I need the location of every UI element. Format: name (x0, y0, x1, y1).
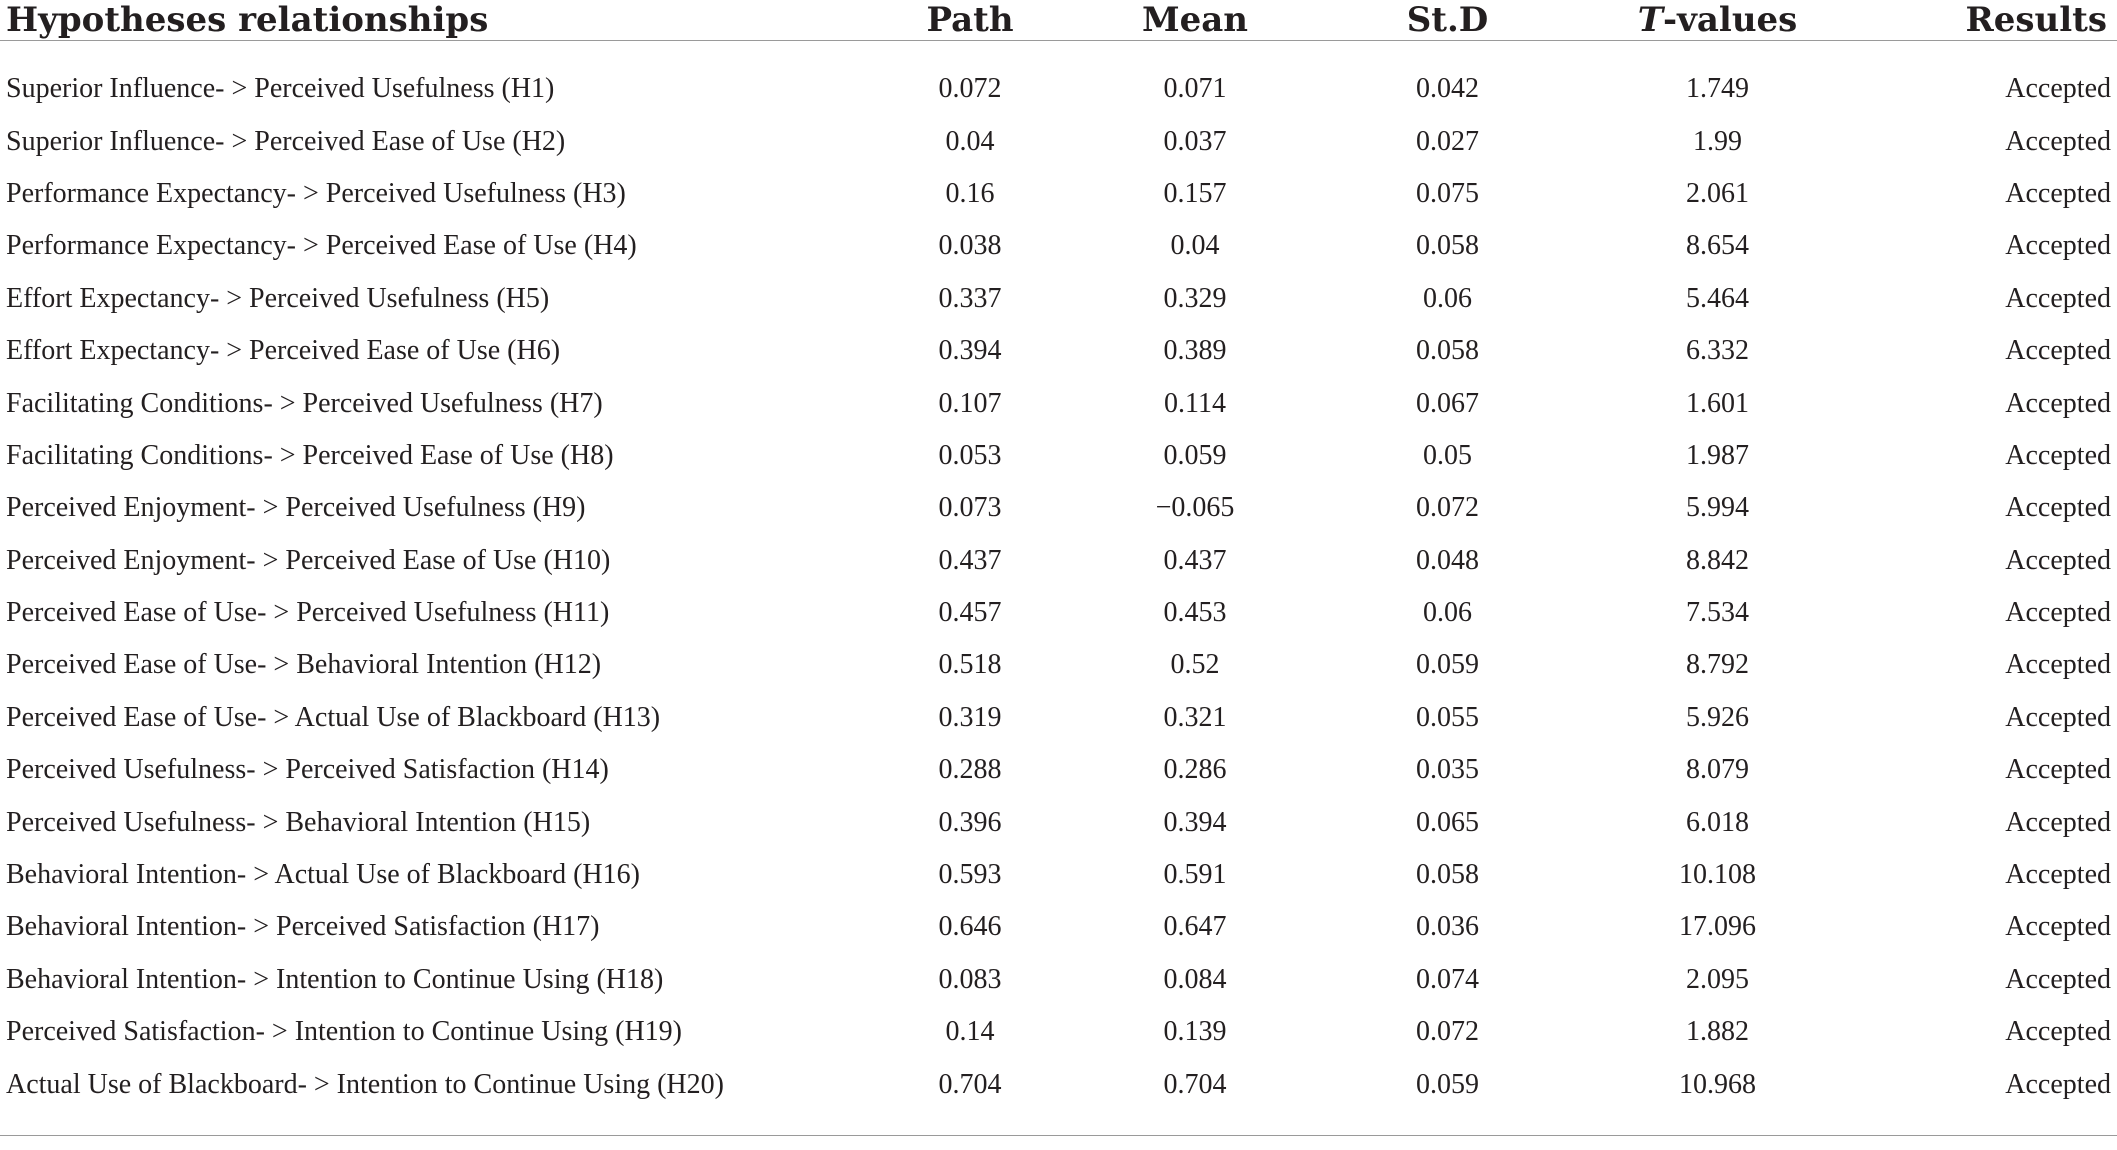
cell-std: 0.075 (1416, 177, 1479, 209)
cell-relationship: Performance Expectancy- > Perceived Usefulness (H3) (6, 177, 626, 209)
cell-mean: 0.114 (1164, 387, 1226, 419)
cell-std: 0.036 (1416, 911, 1479, 943)
header-t-rest: -values (1663, 0, 1798, 40)
cell-t-value: 2.095 (1686, 963, 1749, 995)
cell-mean: 0.286 (1163, 754, 1227, 786)
cell-path: 0.04 (945, 125, 995, 157)
cell-std: 0.074 (1416, 963, 1479, 995)
cell-relationship: Behavioral Intention- > Intention to Continue Using (H18) (6, 963, 664, 995)
cell-result: Accepted (2005, 335, 2111, 367)
cell-mean: 0.04 (1170, 230, 1220, 262)
cell-relationship: Superior Influence- > Perceived Ease of Use (H2) (6, 125, 566, 157)
cell-path: 0.394 (938, 335, 1002, 367)
cell-mean: 0.329 (1163, 282, 1227, 314)
cell-relationship: Effort Expectancy- > Perceived Ease of Use (H6) (6, 335, 561, 367)
cell-relationship: Perceived Enjoyment- > Perceived Ease of Use (H10) (6, 544, 611, 576)
cell-result: Accepted (2005, 439, 2111, 471)
cell-path: 0.073 (938, 492, 1002, 524)
table-row (0, 1058, 2117, 1110)
cell-std: 0.048 (1416, 544, 1479, 576)
cell-std: 0.058 (1416, 335, 1479, 367)
cell-t-value: 1.987 (1686, 439, 1749, 471)
table-row (0, 273, 2117, 325)
cell-path: 0.083 (938, 963, 1002, 995)
cell-result: Accepted (2005, 387, 2111, 419)
cell-std: 0.055 (1416, 701, 1479, 733)
cell-result: Accepted (2005, 701, 2111, 733)
cell-mean: 0.071 (1163, 73, 1227, 105)
table-row (0, 954, 2117, 1006)
cell-mean: −0.065 (1155, 492, 1235, 524)
cell-result: Accepted (2005, 754, 2111, 786)
table-row (0, 535, 2117, 587)
cell-t-value: 8.792 (1686, 649, 1749, 681)
cell-relationship: Perceived Ease of Use- > Actual Use of Blackboard (H13) (6, 701, 661, 733)
cell-relationship: Facilitating Conditions- > Perceived Ease of Use (H8) (6, 439, 614, 471)
cell-result: Accepted (2005, 544, 2111, 576)
cell-path: 0.396 (938, 806, 1002, 838)
cell-t-value: 5.464 (1686, 282, 1749, 314)
cell-path: 0.288 (938, 754, 1002, 786)
cell-mean: 0.084 (1163, 963, 1227, 995)
cell-result: Accepted (2005, 73, 2111, 105)
table-row (0, 744, 2117, 796)
cell-result: Accepted (2005, 597, 2111, 629)
cell-mean: 0.704 (1163, 1068, 1227, 1100)
cell-path: 0.107 (938, 387, 1002, 419)
cell-path: 0.038 (938, 230, 1002, 262)
cell-path: 0.337 (938, 282, 1002, 314)
table-row (0, 325, 2117, 377)
cell-std: 0.065 (1416, 806, 1479, 838)
cell-t-value: 1.601 (1686, 387, 1749, 419)
table-row (0, 901, 2117, 953)
cell-relationship: Perceived Ease of Use- > Behavioral Intention (H12) (6, 649, 602, 681)
header-mean: Mean (1141, 0, 1249, 40)
cell-result: Accepted (2005, 1016, 2111, 1048)
cell-path: 0.518 (938, 649, 1002, 681)
table-row (0, 220, 2117, 272)
table-row (0, 168, 2117, 220)
cell-path: 0.16 (945, 177, 995, 209)
cell-relationship: Behavioral Intention- > Actual Use of Blackboard (H16) (6, 859, 640, 891)
table-row (0, 482, 2117, 534)
cell-std: 0.072 (1416, 1016, 1479, 1048)
table-row (0, 849, 2117, 901)
cell-result: Accepted (2005, 282, 2111, 314)
cell-mean: 0.037 (1163, 125, 1227, 157)
cell-t-value: 17.096 (1679, 911, 1756, 943)
cell-mean: 0.157 (1163, 177, 1227, 209)
cell-path: 0.072 (938, 73, 1002, 105)
cell-path: 0.319 (938, 701, 1002, 733)
cell-std: 0.059 (1416, 1068, 1479, 1100)
cell-t-value: 6.018 (1686, 806, 1749, 838)
cell-t-value: 2.061 (1686, 177, 1749, 209)
table-row (0, 1006, 2117, 1058)
cell-path: 0.646 (938, 911, 1002, 943)
cell-result: Accepted (2005, 649, 2111, 681)
cell-relationship: Performance Expectancy- > Perceived Ease of Use (H4) (6, 230, 637, 262)
cell-std: 0.067 (1416, 387, 1479, 419)
cell-result: Accepted (2005, 125, 2111, 157)
cell-mean: 0.591 (1163, 859, 1227, 891)
cell-relationship: Actual Use of Blackboard- > Intention to Continue Using (H20) (6, 1068, 724, 1100)
cell-result: Accepted (2005, 911, 2111, 943)
table-row (0, 639, 2117, 691)
cell-t-value: 5.994 (1686, 492, 1749, 524)
cell-path: 0.457 (938, 597, 1002, 629)
cell-t-value: 10.968 (1679, 1068, 1756, 1100)
table-row (0, 692, 2117, 744)
cell-result: Accepted (2005, 859, 2111, 891)
cell-std: 0.06 (1423, 282, 1472, 314)
table-row (0, 377, 2117, 429)
cell-path: 0.053 (938, 439, 1002, 471)
cell-mean: 0.059 (1163, 439, 1227, 471)
cell-result: Accepted (2005, 230, 2111, 262)
cell-relationship: Perceived Usefulness- > Perceived Satisfaction (H14) (6, 754, 609, 786)
header-divider (0, 41, 2117, 64)
cell-mean: 0.437 (1163, 544, 1227, 576)
header-t-values (1565, 0, 1870, 41)
cell-result: Accepted (2005, 806, 2111, 838)
header-results: Results (1965, 0, 2107, 40)
header-t-italic: T (1637, 0, 1663, 40)
cell-relationship: Behavioral Intention- > Perceived Satisfaction (H17) (6, 911, 600, 943)
cell-path: 0.437 (938, 544, 1002, 576)
cell-t-value: 8.654 (1686, 230, 1749, 262)
cell-result: Accepted (2005, 1068, 2111, 1100)
cell-t-value: 1.882 (1686, 1016, 1749, 1048)
cell-mean: 0.139 (1163, 1016, 1227, 1048)
cell-relationship: Effort Expectancy- > Perceived Usefulness (H5) (6, 282, 550, 314)
footer-divider (0, 1111, 2117, 1136)
cell-std: 0.06 (1423, 597, 1472, 629)
cell-relationship: Perceived Satisfaction- > Intention to Continue Using (H19) (6, 1016, 682, 1048)
cell-mean: 0.394 (1163, 806, 1227, 838)
cell-relationship: Superior Influence- > Perceived Usefulness (H1) (6, 73, 555, 105)
cell-std: 0.027 (1416, 125, 1479, 157)
cell-relationship: Perceived Enjoyment- > Perceived Usefulness (H9) (6, 492, 586, 524)
cell-std: 0.072 (1416, 492, 1479, 524)
cell-t-value: 10.108 (1679, 859, 1756, 891)
header-relationship: Hypotheses relationships (6, 0, 489, 40)
table-row (0, 587, 2117, 639)
cell-t-value: 6.332 (1686, 335, 1749, 367)
cell-relationship: Facilitating Conditions- > Perceived Usefulness (H7) (6, 387, 603, 419)
cell-mean: 0.52 (1170, 649, 1220, 681)
cell-result: Accepted (2005, 177, 2111, 209)
cell-t-value: 1.99 (1693, 125, 1742, 157)
cell-relationship: Perceived Ease of Use- > Perceived Usefulness (H11) (6, 597, 610, 629)
cell-std: 0.058 (1416, 230, 1479, 262)
table-header-row (0, 0, 2117, 41)
cell-mean: 0.389 (1163, 335, 1227, 367)
cell-std: 0.059 (1416, 649, 1479, 681)
table-row (0, 796, 2117, 848)
cell-path: 0.704 (938, 1068, 1002, 1100)
cell-t-value: 7.534 (1686, 597, 1749, 629)
cell-result: Accepted (2005, 963, 2111, 995)
cell-t-value: 8.842 (1686, 544, 1749, 576)
cell-mean: 0.453 (1163, 597, 1227, 629)
cell-t-value: 5.926 (1686, 701, 1749, 733)
cell-t-value: 1.749 (1686, 73, 1749, 105)
cell-std: 0.05 (1423, 439, 1472, 471)
cell-path: 0.14 (945, 1016, 995, 1048)
cell-std: 0.035 (1416, 754, 1479, 786)
cell-path: 0.593 (938, 859, 1002, 891)
cell-mean: 0.321 (1163, 701, 1227, 733)
table-row (0, 430, 2117, 482)
cell-std: 0.042 (1416, 73, 1479, 105)
cell-result: Accepted (2005, 492, 2111, 524)
cell-std: 0.058 (1416, 859, 1479, 891)
table-body (0, 63, 2117, 1111)
table-row (0, 115, 2117, 167)
header-path: Path (926, 0, 1014, 40)
header-std: St.D (1406, 0, 1489, 40)
cell-mean: 0.647 (1163, 911, 1227, 943)
cell-t-value: 8.079 (1686, 754, 1749, 786)
cell-relationship: Perceived Usefulness- > Behavioral Intention (H15) (6, 806, 591, 838)
table-row (0, 63, 2117, 115)
